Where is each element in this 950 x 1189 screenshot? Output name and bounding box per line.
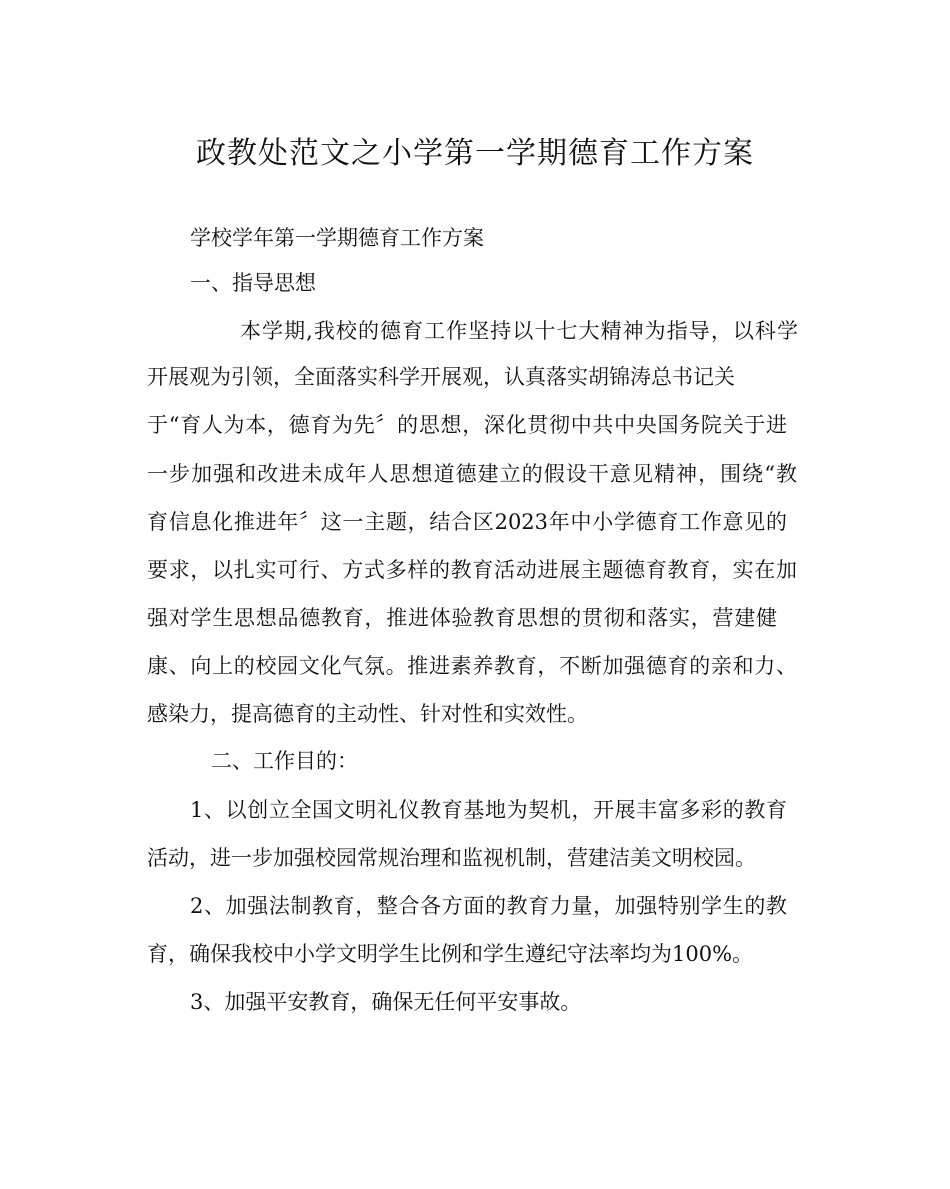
- goal-3-line: 3、加强平安教育，确保无任何平安事故。: [190, 990, 582, 1014]
- goal-2-line: 育，确保我校中小学文明学生比例和学生遵纪守法率均为100%。: [147, 942, 754, 966]
- goal-1-line: 1、以创立全国文明礼仪教育基地为契机，开展丰富多彩的教育: [190, 798, 787, 822]
- paragraph-line: 康、向上的校园文化气氛。推进素养教育，不断加强德育的亲和力、: [147, 654, 797, 678]
- paragraph-line: 开展观为引领，全面落实科学开展观，认真落实胡锦涛总书记关: [147, 365, 735, 389]
- paragraph-line: 强对学生思想品德教育，推进体验教育思想的贯彻和落实，营建健: [147, 606, 777, 630]
- document-title: 政教处范文之小学第一学期德育工作方案: [196, 136, 754, 171]
- goal-1-line: 活动，进一步加强校园常规治理和监视机制，营建洁美文明校园。: [147, 846, 756, 870]
- section-1-heading: 一、指导思想: [190, 271, 316, 295]
- paragraph-line: 感染力，提高德育的主动性、针对性和实效性。: [147, 702, 588, 726]
- paragraph-line: 本学期,我校的德育工作坚持以十七大精神为指导，以科学: [240, 319, 798, 343]
- paragraph-line: 育信息化推进年〞这一主题，结合区2023年中小学德育工作意见的: [147, 510, 787, 534]
- paragraph-line: 一步加强和改进未成年人思想道德建立的假设干意见精神，围绕“教: [147, 462, 797, 486]
- paragraph-line: 于“育人为本，德育为先〞的思想，深化贯彻中共中央国务院关于进: [147, 413, 787, 437]
- document-subtitle: 学校学年第一学期德育工作方案: [190, 226, 484, 250]
- section-2-heading: 二、工作目的：: [211, 749, 358, 773]
- paragraph-line: 要求，以扎实可行、方式多样的教育活动进展主题德育教育，实在加: [147, 558, 797, 582]
- goal-2-line: 2、加强法制教育，整合各方面的教育力量，加强特别学生的教: [190, 894, 787, 918]
